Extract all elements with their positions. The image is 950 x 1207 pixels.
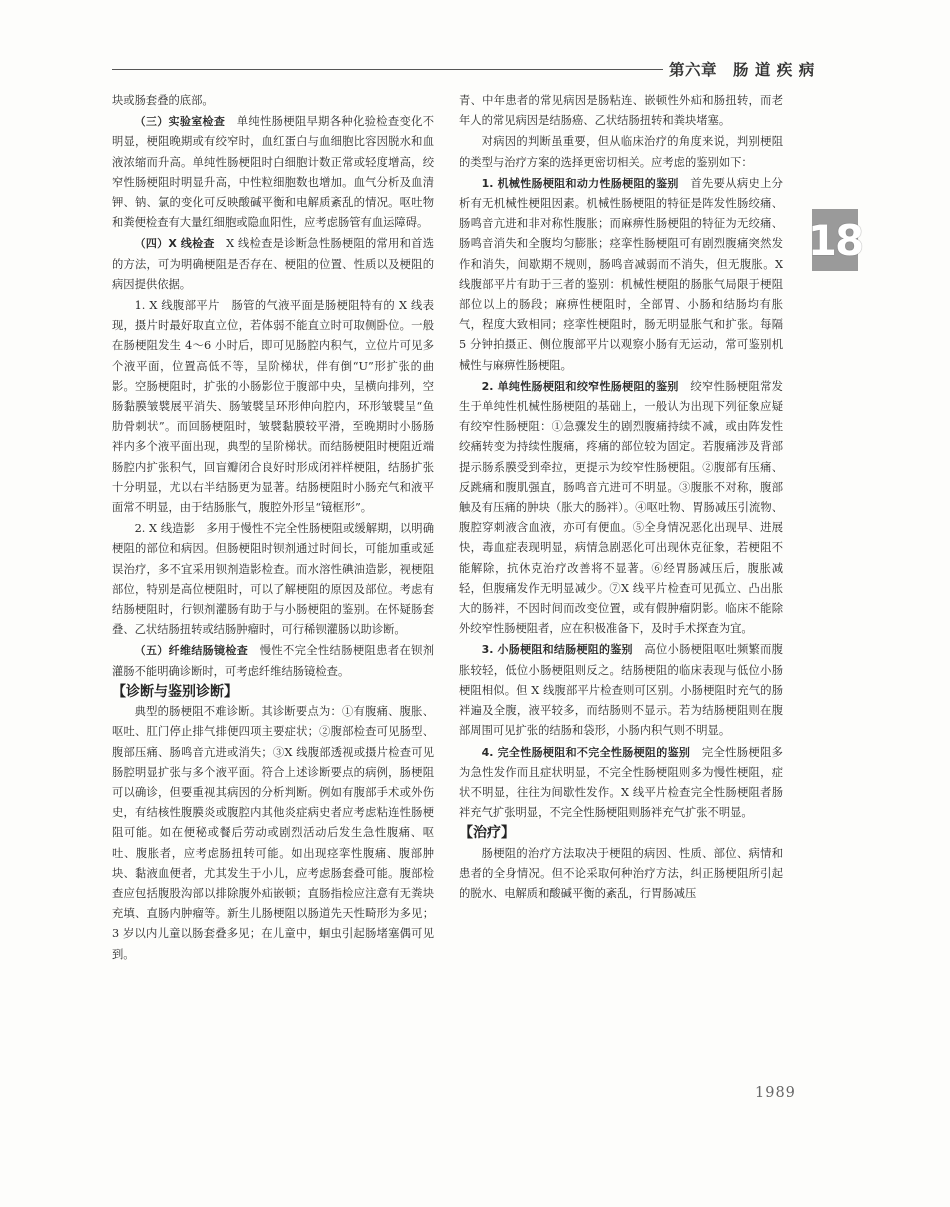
subheading: 2. 单纯性肠梗阻和绞窄性肠梗阻的鉴别 — [481, 379, 679, 393]
paragraph-diff-1 — [459, 174, 783, 376]
subheading: （五）纤维结肠镜检查 — [134, 644, 249, 658]
paragraph-body: X 线检查是诊断急性肠梗阻的常用和首选的方法，可为明确梗阻是否存在、梗阻的位置、性质以及梗阻的病因提供依据。 — [112, 237, 435, 291]
paragraph-colonoscopy — [112, 641, 434, 681]
chapter-tab-number: 18 — [812, 209, 858, 271]
section-title-diagnosis: 【诊断与鉴别诊断】 — [112, 683, 238, 700]
paragraph-body: 单纯性肠梗阻早期各种化验检查变化不明显，梗阻晚期或有绞窄时，血红蛋白与血细胞比容因脱水和血液浓缩而升高。单纯性肠梗阻时白细胞计数正常或轻度增高，绞窄性肠梗阻时明显升高，中性粒细胞数也增加。血气分析及血清钾、钠、氯的变化可反映酸碱平衡和电解质紊乱的情况。呕吐物和粪便检查有大量红细胞或隐血阳性，应考虑肠管有血运障碍。 — [112, 115, 434, 230]
subheading: 4. 完全性肠梗阻和不完全性肠梗阻的鉴别 — [481, 745, 691, 759]
right-column — [459, 91, 783, 904]
paragraph-lab-tests — [112, 112, 434, 233]
left-column — [112, 91, 434, 965]
paragraph-body: 完全性肠梗阻多为急性发作而且症状明显，不完全性肠梗阻则多为慢性梗阻，症状不明显，往往为间歇性发作。X 线平片检查完全性肠梗阻者肠袢充气扩张明显，不完全性肠梗阻则肠袢充气扩张不明显。 — [459, 745, 783, 820]
paragraph: 对病因的判断虽重要，但从临床治疗的角度来说，判别梗阻的类型与治疗方案的选择更密切相关。应考虑的鉴别如下： — [459, 135, 783, 169]
section-title-treatment: 【治疗】 — [459, 825, 515, 842]
subheading: 3. 小肠梗阻和结肠梗阻的鉴别 — [481, 643, 633, 657]
paragraph: 青、中年患者的常见病因是肠粘连、嵌顿性外疝和肠扭转，而老年人的常见病因是结肠癌、乙状结肠扭转和粪块堵塞。 — [459, 94, 783, 128]
paragraph-body: 绞窄性肠梗阻常发生于单纯性机械性肠梗阻的基础上，一般认为出现下列征象应疑有绞窄性肠梗阻：①急骤发生的剧烈腹痛持续不减，或由阵发性绞痛转变为持续性腹痛，疼痛的部位较为固定。若腹痛涉及背部提示肠系膜受到牵拉，更提示为绞窄性肠梗阻。②腹部有压痛、反跳痛和腹肌强直，肠鸣音亢进可不明显。③腹胀不对称，腹部触及有压痛的肿块（胀大的肠袢）。④呕吐物、胃肠减压引流物、腹腔穿刺液含血液，亦可有便血。⑤全身情况恶化出现早、进展快，毒血症表现明显，病情急剧恶化可出现休克征象，若梗阻不能解除，抗休克治疗改善将不显著。⑥经胃肠减压后，腹胀减轻，但腹痛发作无明显减少。⑦X 线平片检查可见孤立、凸出胀大的肠袢，不因时间而改变位置，或有假肿瘤阴影。临床不能除外绞窄性肠梗阻者，应在积极准备下，及时手术探查为宜。 — [459, 379, 783, 636]
paragraph-body: 慢性不完全性结肠梗阻患者在钡剂灌肠不能明确诊断时，可考虑纤维结肠镜检查。 — [112, 644, 434, 678]
paragraph-body: 高位小肠梗阻呕吐频繁而腹胀较轻，低位小肠梗阻则反之。结肠梗阻的临床表现与低位小肠梗阻相似。但 X 线腹部平片检查则可区别。小肠梗阻时充气的肠袢遍及全腹，液平较多，而结肠则不显示。若为结肠梗阻则在腹部周围可见扩张的结肠和袋形，小肠内积气则不明显。 — [459, 643, 783, 738]
paragraph-diff-2 — [459, 377, 783, 640]
paragraph: 1. X 线腹部平片 肠管的气液平面是肠梗阻特有的 X 线表现，摄片时最好取直立位，若体弱不能直立时可取侧卧位。一般在肠梗阻发生 4～6 小时后，即可见肠腔内积气，立位片可见多个液平面，位置高低不等，呈阶梯状，伴有倒“U”形扩张的曲影。空肠梗阻时，扩张的小肠影位于腹部中央，呈横向排列，空肠黏膜皱襞展平消失、肠皱襞呈环形伸向腔内，环形皱襞呈“鱼肋骨刺状”。而回肠梗阻时，皱襞黏膜较平滑，至晚期时小肠肠袢内多个液平面出现，典型的呈阶梯状。而结肠梗阻时梗阻近端肠腔内扩张积气，回盲瓣闭合良好时形成闭袢样梗阻，结肠扩张十分明显，尤以右半结肠更为显著。结肠梗阻时小肠充气和液平面常不明显，由于结肠胀气，腹腔外形呈“镜框形”。 — [112, 299, 434, 515]
paragraph: 块或肠套叠的底部。 — [112, 94, 214, 107]
chapter-title: 第六章 肠 道 疾 病 — [663, 58, 815, 80]
paragraph-diff-3 — [459, 640, 783, 741]
paragraph: 2. X 线造影 多用于慢性不完全性肠梗阻或缓解期，以明确梗阻的部位和病因。但肠梗阻时钡剂通过时间长，可能加重或延误治疗，多不宜采用钡剂造影检查。而水溶性碘油造影，视梗阻部位，特别是高位梗阻时，可以了解梗阻的原因及部位。考虑有结肠梗阻时，行钡剂灌肠有助于与小肠梗阻的鉴别。在怀疑肠套叠、乙状结肠扭转或结肠肿瘤时，可行稀钡灌肠以助诊断。 — [112, 522, 434, 637]
subheading: （三）实验室检查 — [134, 115, 226, 129]
subheading: （四）X 线检查 — [134, 237, 215, 251]
paragraph-xray — [112, 234, 434, 295]
paragraph: 肠梗阻的治疗方法取决于梗阻的病因、性质、部位、病情和患者的全身情况。但不论采取何种治疗方法，纠正肠梗阻所引起的脱水、电解质和酸碱平衡的紊乱，行胃肠减压 — [459, 846, 783, 900]
header-rule — [112, 69, 757, 70]
paragraph: 典型的肠梗阻不难诊断。其诊断要点为：①有腹痛、腹胀、呕吐、肛门停止排气排便四项主要症状；②腹部检查可见肠型、腹部压痛、肠鸣音亢进或消失；③X 线腹部透视或摄片检查可见肠腔明显扩张与多个液平面。符合上述诊断要点的病例，肠梗阻可以确诊，但要重视其病因的分析判断。例如有腹部手术或外伤史，有结核性腹膜炎或腹腔内其他炎症病史者应考虑粘连性肠梗阻可能。如在便秘或餐后劳动或剧烈活动后发生急性腹痛、呕吐、腹胀者，应考虑肠扭转可能。如出现痉挛性腹痛、腹部肿块、黏液血便者，尤其发生于小儿，应考虑肠套叠可能。腹部检查应包括腹股沟部以排除腹外疝嵌顿；直肠指检应注意有无粪块充填、直肠内肿瘤等。新生儿肠梗阻以肠道先天性畸形为多见；3 岁以内儿童以肠套叠多见；在儿童中，蛔虫引起肠堵塞偶可见到。 — [112, 705, 434, 961]
paragraph-diff-4 — [459, 743, 783, 824]
subheading: 1. 机械性肠梗阻和动力性肠梗阻的鉴别 — [481, 176, 679, 190]
page-number: 1989 — [755, 1085, 796, 1101]
paragraph-body: 首先要从病史上分析有无机械性梗阻因素。机械性肠梗阻的特征是阵发性肠绞痛、肠鸣音亢进和非对称性腹胀；而麻痹性肠梗阻的特征为无绞痛、肠鸣音消失和全腹均匀膨胀；痉挛性肠梗阻可有剧烈腹痛突然发作和消失，间歇期不规则，肠鸣音减弱而不消失，但无腹胀。X 线腹部平片有助于三者的鉴别：机械性梗阻的肠胀气局限于梗阻部位以上的肠段；麻痹性梗阻时，全部胃、小肠和结肠均有胀气，程度大致相同；痉挛性梗阻时，肠无明显胀气和扩张。每隔 5 分钟拍摄正、侧位腹部平片以观察小肠有无运动，常可鉴别机械性与麻痹性肠梗阻。 — [459, 176, 783, 372]
